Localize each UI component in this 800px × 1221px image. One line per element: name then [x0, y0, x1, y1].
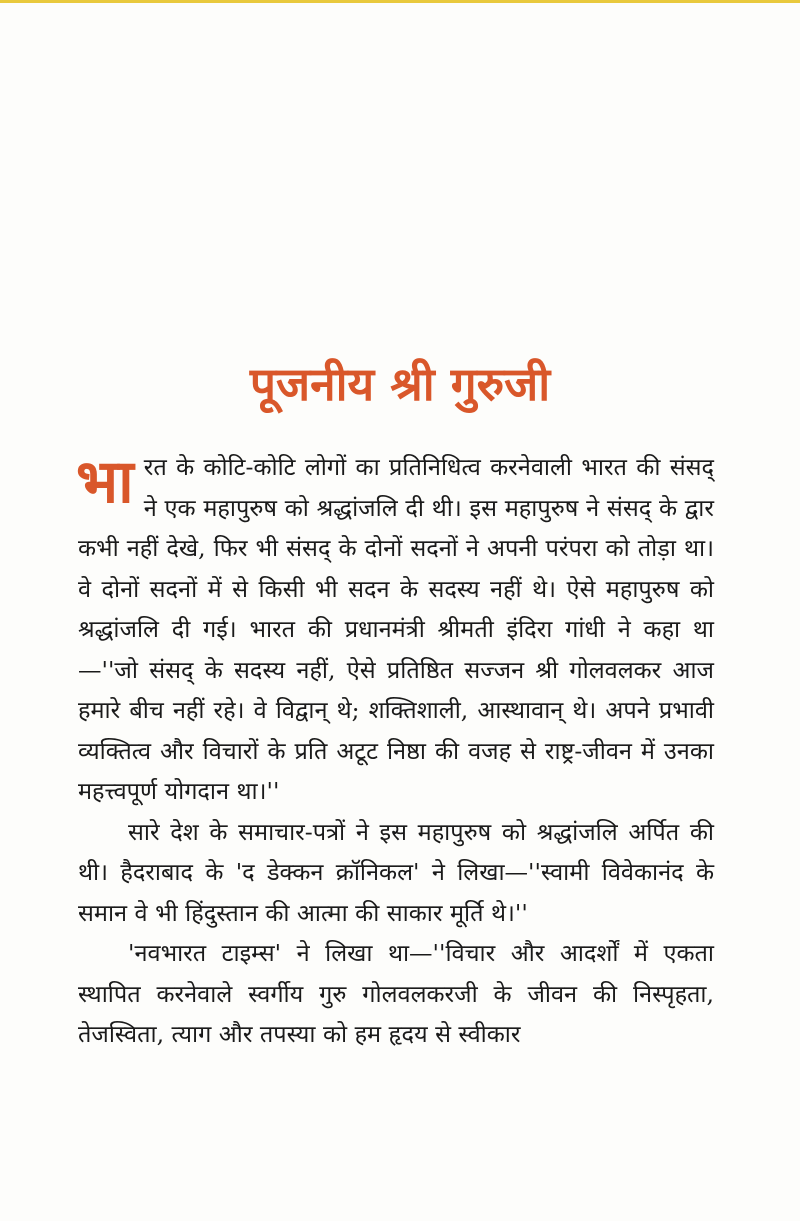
body-text: [78, 447, 714, 1055]
paragraph-1-text: रत के कोटि-कोटि लोगों का प्रतिनिधित्व करनेवाली भारत की संसद् ने एक महापुरुष को श्रद्धांजलि दी थी। इस महापुरुष ने संसद् के द्वार कभी नहीं देखे, फिर भी संसद् के दोनों सदनों ने अपनी परंपरा को तोड़ा था। वे दोनों सदनों में से किसी भी सदन के सदस्य नहीं थे। ऐसे महापुरुष को श्रद्धांजलि दी गई। भारत की प्रधानमंत्री श्रीमती इंदिरा गांधी ने कहा था—''जो संसद् के सदस्य नहीं, ऐसे प्रतिष्ठित सज्जन श्री गोलवलकर आज हमारे बीच नहीं रहे। वे विद्वान् थे; शक्तिशाली, आस्थावान् थे। अपने प्रभावी व्यक्तित्व और विचारों के प्रति अटूट निष्ठा की वजह से राष्ट्र-जीवन में उनका महत्त्वपूर्ण योगदान था।'': [78, 453, 714, 805]
paragraph-1: [78, 447, 714, 812]
top-accent-rule: [0, 0, 800, 3]
chapter-title: पूजनीय श्री गुरुजी: [249, 357, 551, 411]
paragraph-3: 'नवभारत टाइम्स' ने लिखा था—''विचार और आदर्शों में एकता स्थापित करनेवाले स्वर्गीय गुरु गोलवलकरजी के जीवन की निस्पृहता, तेजस्विता, त्याग और तपस्या को हम हृदय से स्वीकार: [78, 939, 714, 1048]
paragraph-2: सारे देश के समाचार-पत्रों ने इस महापुरुष को श्रद्धांजलि अर्पित की थी। हैदराबाद के 'द डेक्कन क्रॉनिकल' ने लिखा—''स्वामी विवेकानंद के समान वे भी हिंदुस्तान की आत्मा की साकार मूर्ति थे।'': [78, 817, 714, 927]
drop-cap: भा: [76, 447, 134, 517]
